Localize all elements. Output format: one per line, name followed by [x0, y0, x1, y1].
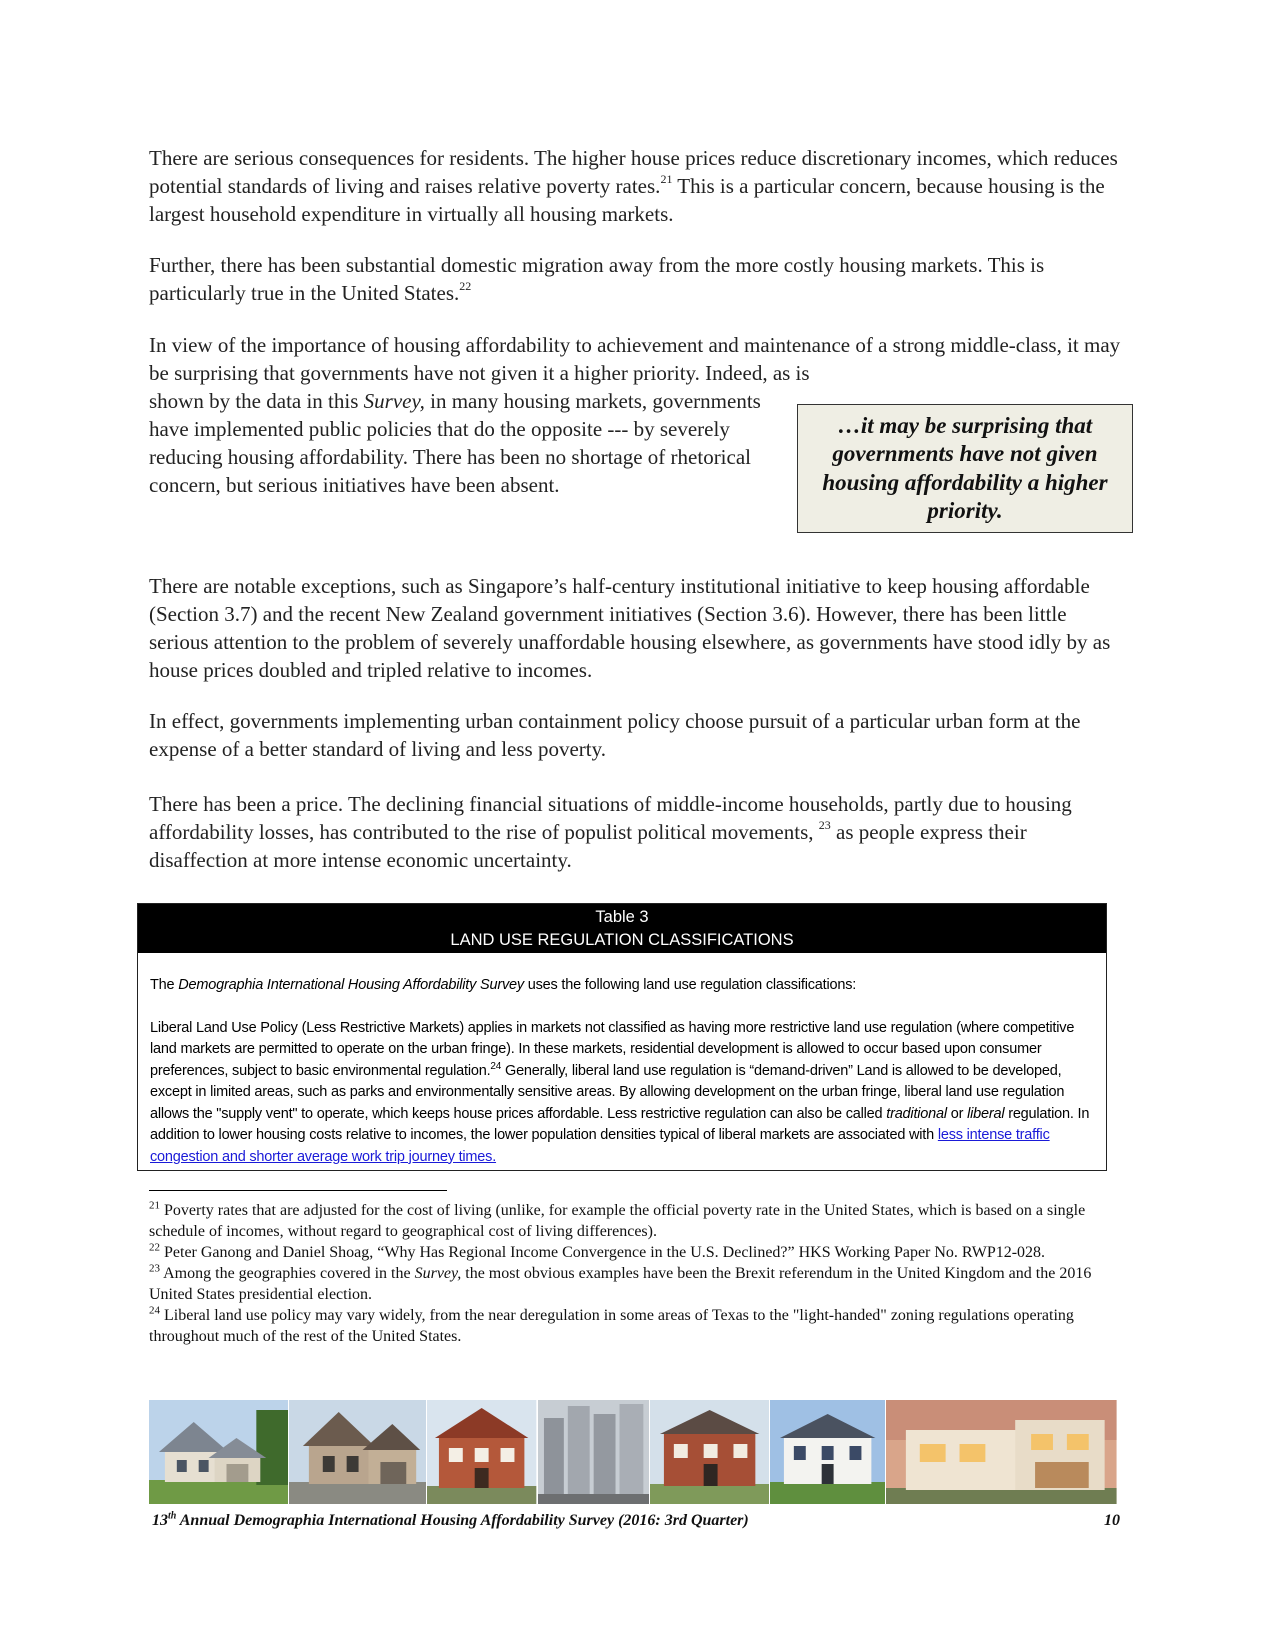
table-text: Liberal Land Use Policy (Less Restrictive Markets) applies in markets not classified as having more restrictive land use regulation (where competitive land markets are permitted to operate on the urban fringe). In these markets, residential development is allowed to occur based upon consumer preferences, subject to basic environmental regulation. [150, 1019, 1075, 1079]
footnote-text: Peter Ganong and Daniel Shoag, “Why Has Regional Income Convergence in the U.S. Declined?” HKS Working Paper No. RWP12-028. [160, 1244, 1046, 1261]
footer-title-text: Annual Demographia International Housing Affordability Survey (2016: 3rd Quarter) [176, 1512, 749, 1529]
paragraph-text: In effect, governments implementing urban containment policy choose pursuit of a particular urban form at the expense of a better standard of living and less poverty. [149, 709, 1081, 761]
paragraph-migration [149, 251, 1127, 307]
paragraph-urban-containment [149, 707, 1127, 763]
paragraph-text: in many housing markets, governments have implemented public policies that do the opposite --- by severely reducing housing affordability. There has been no shortage of rhetorical concern, but serious initiatives have been absent. [149, 389, 761, 497]
table-header [138, 904, 1106, 953]
house-photo-6 [770, 1400, 886, 1504]
house-photo-1 [149, 1400, 289, 1504]
table-intro [150, 975, 1096, 997]
table-title: Table 3 [595, 908, 649, 926]
house-photo-2 [289, 1400, 427, 1504]
footnote-text: Liberal land use policy may vary widely, from the near deregulation in some areas of Texas to the "light-handed" zoning regulations operating throughout much of the rest of the United States. [149, 1307, 1074, 1345]
footnote-text: Poverty rates that are adjusted for the cost of living (unlike, for example the official poverty rate in the United States, which is based on a single schedule of incomes, without regard to geographical cost of living differences). [149, 1202, 1086, 1240]
table-land-use-regulation [137, 903, 1107, 1171]
house-photo-3 [427, 1400, 537, 1504]
table-text: or [946, 1105, 968, 1122]
table-subtitle: LAND USE REGULATION CLASSIFICATIONS [450, 931, 794, 949]
paragraph-priority-continued [149, 387, 779, 499]
table-text: regulation. In addition to lower housing costs relative to incomes, the lower population densities typical of liberal markets are associated with [150, 1105, 1090, 1143]
paragraph-consequences [149, 144, 1127, 228]
paragraph-text: There has been a price. The declining financial situations of middle-income households, partly due to housing affordability losses, has contributed to the rise of populist political movements, [149, 792, 1072, 844]
house-photo-7 [886, 1400, 1117, 1504]
footnote-22 [149, 1242, 1119, 1263]
page-number: 10 [1104, 1512, 1120, 1529]
paragraph-text: Further, there has been substantial domestic migration away from the more costly housing markets. This is particularly true in the United States. [149, 253, 1045, 305]
house-photo-5 [650, 1400, 770, 1504]
paragraph-text: There are notable exceptions, such as Singapore’s half-century institutional initiative to keep housing affordable (Section 3.7) and the recent New Zealand government initiatives (Section 3.6). However, there has been little serious attention to the problem of severely unaffordable housing elsewhere, as governments have stood idly by as house prices doubled and tripled relative to incomes. [149, 574, 1111, 682]
footnote-text: the most obvious examples have been the Brexit referendum in the United Kingdom and the 2016 United States presidential election. [149, 1265, 1092, 1303]
survey-title-emphasis: Demographia International Housing Affordability Survey [178, 977, 524, 993]
paragraph-exceptions [149, 572, 1127, 684]
table-text: uses the following land use regulation classifications: [523, 977, 857, 993]
table-body [138, 953, 1106, 1168]
pull-quote-text: …it may be surprising that governments have not given housing affordability a higher priority. [822, 412, 1108, 523]
table-text: Generally, liberal land use regulation is “demand-driven” Land is allowed to be developed, except in limited areas, such as parks and environmentally sensitive areas. By allowing development on the urban fringe, liberal land use regulation allows the "supply vent" to operate, which keeps house prices affordable. Less restrictive regulation can also be called [150, 1062, 1065, 1122]
footnote-number: 23 [149, 1262, 160, 1275]
paragraph-text: In view of the importance of housing affordability to achievement and maintenance of a strong middle-class, it may be surprising that governments have not given it a higher priority. Indeed, as is [149, 333, 1121, 385]
footnote-divider [149, 1190, 447, 1191]
house-photo-strip [149, 1400, 1117, 1504]
paragraph-price [149, 790, 1127, 874]
footer-report-title [152, 1510, 942, 1532]
traditional-emphasis: traditional [886, 1105, 947, 1122]
footnote-number: 21 [149, 1199, 160, 1212]
paragraph-text: as people express their disaffection at more intense economic uncertainty. [149, 820, 1027, 872]
paragraph-text: This is a particular concern, because housing is the largest household expenditure in virtually all housing markets. [149, 174, 1105, 226]
table-text: The [150, 977, 179, 993]
edition-suffix: th [168, 1510, 177, 1522]
footnote-23 [149, 1263, 1119, 1305]
footnote-ref-22[interactable]: 22 [459, 279, 472, 293]
footnotes [149, 1200, 1119, 1347]
footnote-ref-23[interactable]: 23 [818, 818, 831, 832]
footnote-ref-24[interactable]: 24 [490, 1060, 502, 1072]
footnote-21 [149, 1200, 1119, 1242]
pull-quote-callout [797, 404, 1133, 533]
table-liberal-policy [150, 1018, 1096, 1169]
footnote-number: 22 [149, 1241, 160, 1254]
footnote-number: 24 [149, 1304, 160, 1317]
house-photo-4 [538, 1400, 650, 1504]
footnote-text: Among the geographies covered in the [160, 1265, 415, 1282]
survey-emphasis: Survey, [363, 389, 425, 413]
footnote-24 [149, 1305, 1119, 1347]
paragraph-priority [149, 331, 1127, 387]
traffic-congestion-link[interactable]: less intense traffic congestion and shorter average work trip journey times. [150, 1127, 1050, 1165]
footnote-ref-21[interactable]: 21 [660, 172, 673, 186]
liberal-emphasis: liberal [967, 1105, 1005, 1122]
paragraph-text: shown by the data in this [149, 389, 364, 413]
paragraph-text: There are serious consequences for residents. The higher house prices reduce discretionary incomes, which reduces potential standards of living and raises relative poverty rates. [149, 146, 1118, 198]
survey-emphasis: Survey, [414, 1265, 462, 1282]
edition-number: 13 [152, 1512, 168, 1529]
